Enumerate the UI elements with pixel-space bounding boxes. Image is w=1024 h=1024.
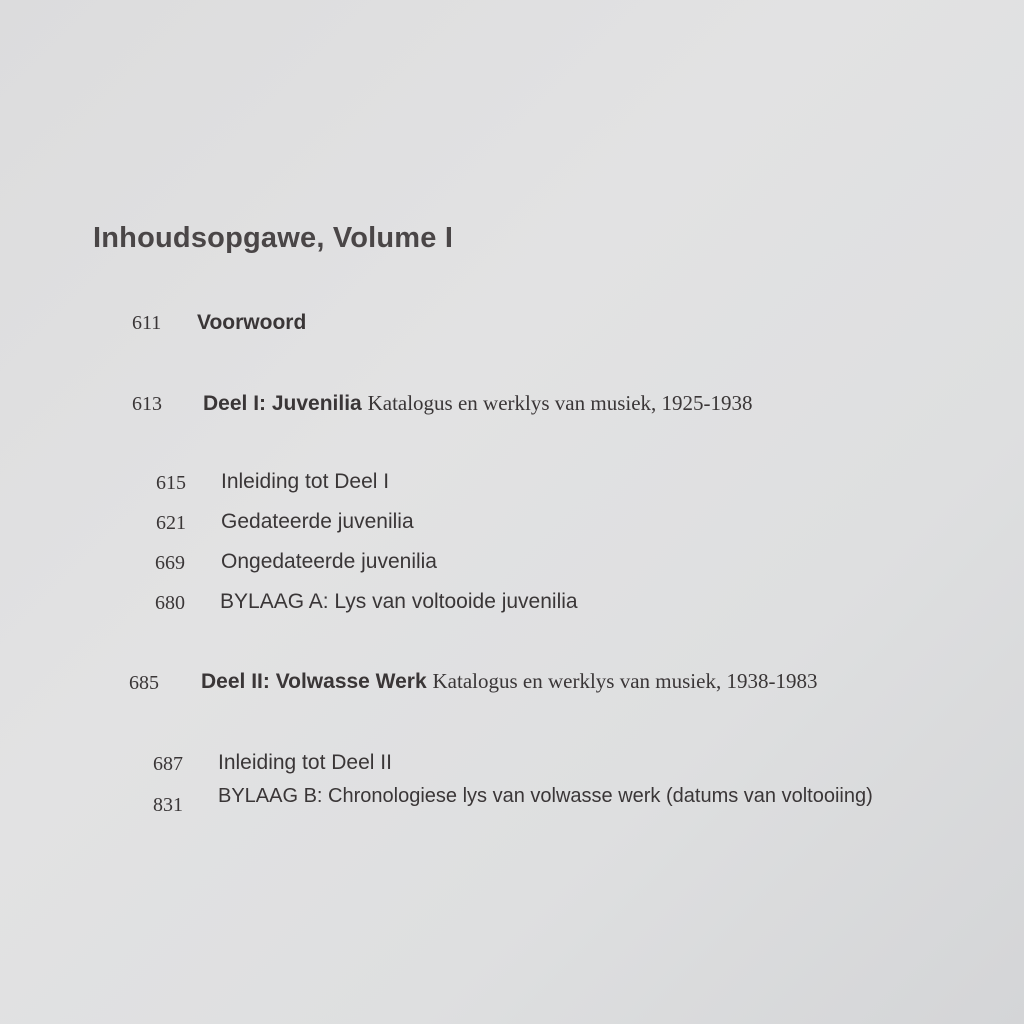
entry-heading: Deel II: Volwasse Werk bbox=[201, 670, 427, 693]
page-number: 669 bbox=[155, 552, 185, 574]
page-number: 621 bbox=[156, 512, 186, 534]
page-title: Inhoudsopgawe, Volume I bbox=[93, 222, 454, 254]
entry-subtitle: Katalogus en werklys van musiek, 1938-1983 bbox=[432, 669, 818, 693]
entry-heading: Deel I: Juvenilia bbox=[203, 392, 362, 415]
page-number: 687 bbox=[153, 753, 183, 775]
page-number: 680 bbox=[155, 592, 185, 614]
page-number: 831 bbox=[153, 794, 183, 816]
entry-label: BYLAAG A: Lys van voltooide juvenilia bbox=[220, 590, 578, 613]
entry-label bbox=[203, 393, 753, 414]
entry-label: Ongedateerde juvenilia bbox=[221, 550, 437, 573]
page-number: 615 bbox=[156, 472, 186, 494]
entry-label: Inleiding tot Deel I bbox=[221, 470, 390, 493]
entry-label: BYLAAG B: Chronologiese lys van volwasse werk (datums van voltooiing) bbox=[218, 785, 873, 807]
entry-label bbox=[197, 312, 306, 333]
entry-label bbox=[201, 671, 817, 692]
entry-subtitle: Katalogus en werklys van musiek, 1925-1938 bbox=[367, 391, 753, 415]
entry-label: Gedateerde juvenilia bbox=[221, 510, 414, 533]
page-number: 685 bbox=[129, 672, 159, 694]
page-number: 613 bbox=[132, 393, 162, 415]
entry-heading: Voorwoord bbox=[197, 311, 307, 334]
page-number: 611 bbox=[132, 312, 162, 334]
entry-label: Inleiding tot Deel II bbox=[218, 751, 392, 774]
